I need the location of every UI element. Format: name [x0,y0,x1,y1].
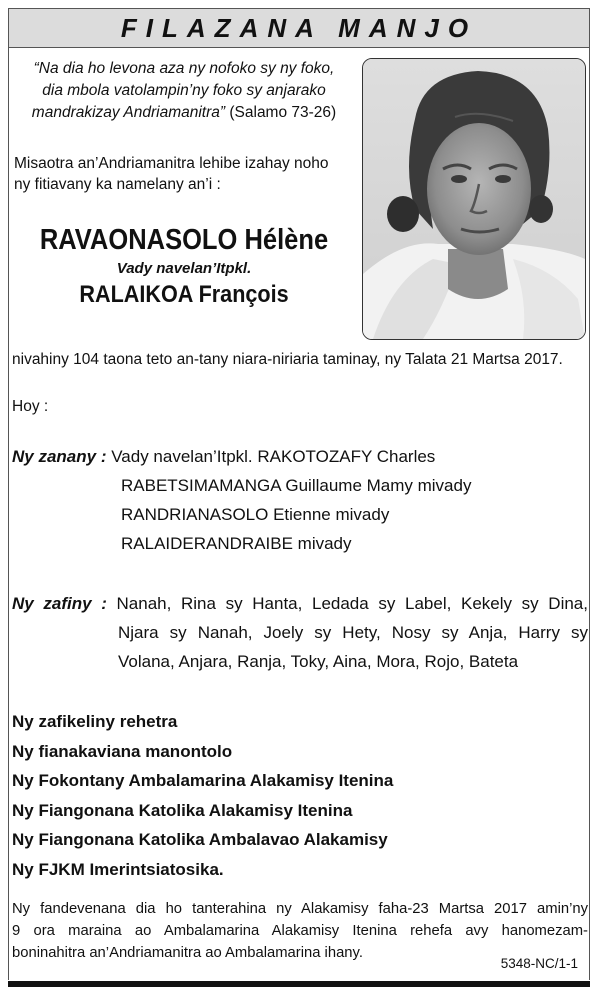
reference-code: 5348-NC/1-1 [500,956,578,971]
quote-line: mandrakizay Andriamanitra” [31,104,226,121]
family-entry: Ny fianakaviana manontolo [12,741,233,761]
hoy-label: Hoy : [12,398,49,415]
intro-line: Misaotra an’Andriamanitra lehibe izahay noho [14,155,329,172]
family-entry: Ny Fiangonana Katolika Ambalavao Alakamisy [12,830,388,849]
portrait-image [363,59,585,339]
family-entry: Ny Fokontany Ambalamarina Alakamisy Itenina [12,771,394,790]
deceased-block [8,222,360,310]
grandchildren-label: Ny zafiny [12,594,92,613]
death-notice: nivahiny 104 taona teto an-tany niara-niriaria taminay, ny Talata 21 Martsa 2017. [12,351,563,368]
grandchildren-separator: : [91,594,107,613]
intro-line: ny fitiavany ka namelany an’i : [14,176,221,193]
family-entry: Ny zafikeliny rehetra [12,712,178,731]
intro-text [14,153,359,195]
spouse-label: Vady navelan’Itpkl. [116,260,252,277]
funeral-details [12,898,588,964]
quote-reference: (Salamo 73-26) [229,104,337,121]
grandchildren-names: Volana, Anjara, Ranja, Toky, Aina, Mora, Rojo, Bateta [118,652,519,671]
spouse-name: RALAIKOA François [79,281,289,308]
children-separator: : [96,447,107,466]
portrait-photo [362,58,586,340]
bible-quote [14,58,354,124]
grandchildren-first-line [12,589,588,618]
funeral-line: boninahitra an’Andriamanitra ao Ambalamarina ihany. [12,945,363,961]
family-entry: Ny FJKM Imerintsiatosika. [12,859,224,879]
families-list [12,707,393,884]
bottom-rule [8,981,590,987]
quote-line: dia mbola vatolampin’ny foko sy anjarako [42,82,326,99]
child-entry: RANDRIANASOLO Etienne mivady [121,505,390,524]
child-entry: RABETSIMAMANGA Guillaume Mamy mivady [121,476,472,495]
quote-line: “Na dia ho levona aza ny nofoko sy ny foko, [33,60,335,77]
funeral-line: 9 ora maraina ao Ambalamarina Alakamisy Itenina rehefa avy hanomezam- [12,923,588,939]
grandchildren-names: Nanah, Rina sy Hanta, Ledada sy Label, Kekely sy Dina, [116,594,588,613]
children-first-line [12,442,588,471]
child-entry: Vady navelan’Itpkl. RAKOTOZAFY Charles [111,447,436,466]
funeral-line: Ny fandevenana dia ho tanterahina ny Alakamisy faha-23 Martsa 2017 amin’ny [12,901,588,917]
children-section [12,442,588,558]
page-title: FILAZANA MANJO [120,12,478,43]
grandchildren-names: Njara sy Nanah, Joely sy Hety, Nosy sy Anja, Harry sy [118,623,588,642]
family-entry: Ny Fiangonana Katolika Alakamisy Itenina [12,800,353,820]
title-bar [8,8,590,48]
deceased-name: RAVAONASOLO Hélène [39,224,329,256]
child-entry: RALAIDERANDRAIBE mivady [121,534,352,553]
grandchildren-section [12,589,588,676]
children-label: Ny zanany [12,447,97,466]
